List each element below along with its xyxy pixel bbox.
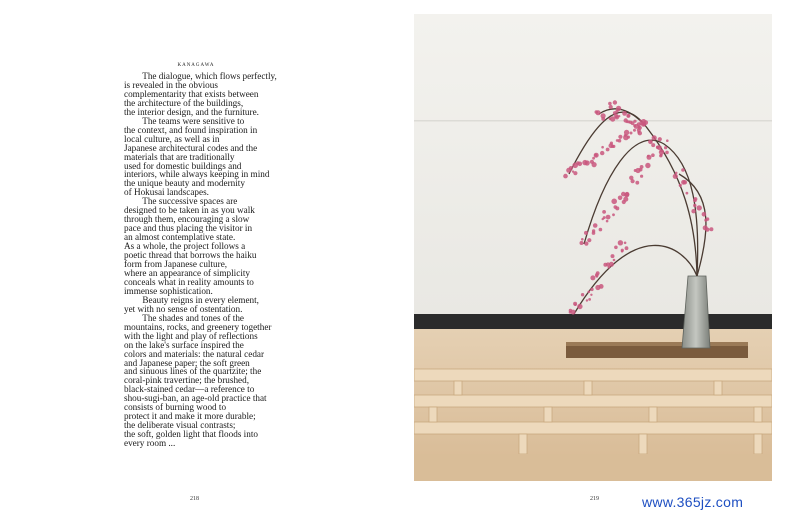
blossom [633, 120, 636, 123]
running-head: KANAGAWA [177, 63, 215, 68]
blossom [702, 212, 707, 217]
blossom [614, 114, 618, 118]
text-line: The dialogue, which flows perfectly, [124, 71, 277, 81]
text-line: the context, and found inspiration in [124, 124, 258, 135]
blossom [606, 215, 611, 220]
blossom [581, 293, 584, 296]
blossom [601, 113, 606, 118]
blossom [602, 210, 606, 214]
blossom [577, 304, 582, 309]
text-line: protect it and make it more durable; [124, 411, 256, 422]
blossom [691, 209, 695, 213]
blossom [588, 291, 591, 294]
blossom [611, 199, 617, 205]
blossom [618, 139, 622, 143]
text-line: interiors, while always keeping in mind [124, 169, 270, 180]
text-line: local culture, as well as in [124, 133, 220, 144]
blossom [599, 228, 603, 232]
blossom [622, 111, 627, 116]
page-number-left: 218 [190, 496, 199, 502]
blossom [693, 204, 696, 207]
blossom [608, 266, 611, 269]
blossom [637, 122, 641, 126]
blossom [608, 102, 612, 106]
blossom [582, 160, 587, 165]
text-line: conceals what in reality amounts to [124, 276, 254, 287]
blossom [651, 143, 655, 147]
blossom [572, 170, 574, 172]
blossom [683, 180, 687, 184]
blossom [618, 240, 623, 245]
blossom [610, 142, 613, 145]
text-line: shou-sugi-ban, an age-old practice that [124, 393, 267, 404]
blossom [706, 217, 709, 220]
blossom [571, 310, 576, 315]
text-line: immense sophistication. [124, 285, 213, 296]
text-line: coral-pink travertine; the brushed, [124, 375, 250, 386]
ikebana-photo [414, 14, 772, 481]
text-line: black-stained cedar—a reference to [124, 384, 255, 395]
blossom [566, 168, 571, 173]
text-line: As a whole, the project follows a [124, 241, 246, 252]
text-line: of Hokusai landscapes. [124, 187, 209, 198]
blossom [659, 149, 664, 154]
blossom [614, 246, 618, 250]
blossom [629, 121, 632, 124]
blossom [633, 124, 636, 127]
text-line: used for domestic buildings and [124, 160, 242, 171]
blossom [697, 205, 702, 210]
blossom [590, 288, 593, 291]
blossom [595, 275, 598, 278]
blossom [641, 119, 646, 124]
blossom [647, 155, 649, 157]
blossom [574, 303, 577, 306]
text-line: the deliberate visual contrasts; [124, 420, 236, 431]
blossom [578, 162, 583, 167]
text-line: the soft, golden light that floods into [124, 429, 258, 440]
blossom [612, 213, 615, 216]
page-number-right: 219 [590, 496, 599, 502]
blossom [606, 148, 610, 152]
blossom [664, 146, 667, 149]
text-line: Japanese architectural codes and the [124, 142, 258, 153]
text-line: form from Japanese culture, [124, 259, 228, 270]
blossom [703, 225, 708, 230]
blossom [592, 231, 596, 235]
blossom [694, 197, 698, 201]
blossom [673, 174, 678, 179]
text-line: every room ... [124, 438, 176, 449]
blossom [651, 153, 655, 157]
text-line: pace and thus placing the visitor in [124, 223, 253, 234]
blossom [592, 157, 595, 160]
blossom [580, 241, 584, 245]
blossom [624, 134, 627, 137]
text-line: the architecture of the buildings, [124, 97, 244, 108]
blossom [594, 154, 597, 157]
blossom [658, 137, 662, 141]
blossom [584, 242, 588, 246]
blossom [624, 192, 629, 197]
blossom [593, 223, 598, 228]
blossom [613, 259, 616, 262]
blossom [606, 220, 609, 223]
text-line: The shades and tones of the [124, 312, 245, 323]
blossom [615, 206, 619, 210]
blossom [640, 175, 643, 178]
blossom [624, 242, 627, 245]
blossom [681, 168, 685, 172]
text-line: The successive spaces are [124, 196, 238, 207]
blossom [618, 135, 622, 139]
text-line: through them, encouraging a slow [124, 214, 250, 225]
text-line: colors and materials: the natural cedar [124, 348, 265, 359]
blossom [600, 151, 604, 155]
blossom [645, 163, 650, 168]
blossom [588, 298, 591, 301]
blossom [613, 100, 617, 104]
text-line: yet with no sense of ostentation. [124, 303, 243, 314]
blossom [633, 129, 636, 132]
text-line: with the light and play of reflections [124, 330, 258, 341]
blossom [626, 120, 629, 123]
blossom [637, 131, 639, 133]
text-line: the unique beauty and modernity [124, 178, 245, 189]
text-line: an almost contemplative state. [124, 232, 236, 243]
blossom [596, 110, 601, 115]
body-text [124, 72, 294, 448]
blossom [584, 231, 588, 235]
blossom [590, 160, 594, 164]
text-line: Beauty reigns in every element, [124, 294, 259, 305]
photo-illustration [414, 14, 772, 481]
blossom [650, 141, 652, 143]
blossom [634, 169, 637, 172]
blossom [630, 132, 633, 135]
blossom [665, 151, 669, 155]
wall-seam [414, 120, 772, 122]
blossom [599, 284, 604, 289]
blossom [590, 294, 592, 296]
blossom [601, 146, 604, 149]
blossom [621, 249, 624, 252]
blossom [581, 238, 584, 241]
text-line: designed to be taken in as you walk [124, 205, 255, 216]
blossom [652, 135, 657, 140]
text-line: where an appearance of simplicity [124, 267, 251, 278]
blossom [635, 181, 639, 185]
text-line: poetic thread that borrows the haiku [124, 250, 257, 261]
blossom [639, 119, 641, 121]
blossom [609, 105, 613, 109]
blossom [709, 227, 713, 231]
text-line: and Japanese paper; the soft green [124, 357, 250, 368]
blossom [623, 197, 628, 202]
text-line: on the lake's surface inspired the [124, 339, 244, 350]
blossom [666, 139, 669, 142]
blossom [563, 174, 568, 179]
watermark: www.365jz.com [642, 494, 744, 510]
blossom [679, 184, 682, 187]
text-line: consists of burning wood to [124, 402, 227, 413]
blossom [587, 238, 591, 242]
blossom [686, 192, 689, 195]
blossom [616, 106, 621, 111]
text-line: the interior design, and the furniture. [124, 106, 259, 117]
blossom [611, 254, 615, 258]
blossom [638, 126, 640, 128]
blossom [627, 136, 630, 139]
text-line: complementarity that exists between [124, 88, 259, 99]
text-line: materials that are traditionally [124, 151, 235, 162]
blossom [625, 246, 629, 250]
blossom [602, 218, 604, 220]
blossom [572, 163, 578, 169]
baseboard [414, 314, 772, 329]
text-line: and sinuous lines of the quartzite; the [124, 366, 262, 377]
blossom [631, 179, 635, 183]
text-line: The teams were sensitive to [124, 115, 245, 126]
text-line: mountains, rocks, and greenery together [124, 321, 272, 332]
blossom [618, 196, 623, 201]
blossom [586, 299, 588, 301]
text-line: is revealed in the obvious [124, 79, 218, 90]
blossom [590, 275, 595, 280]
blossom [596, 271, 600, 275]
blossom [627, 114, 631, 118]
blossom [606, 262, 610, 266]
